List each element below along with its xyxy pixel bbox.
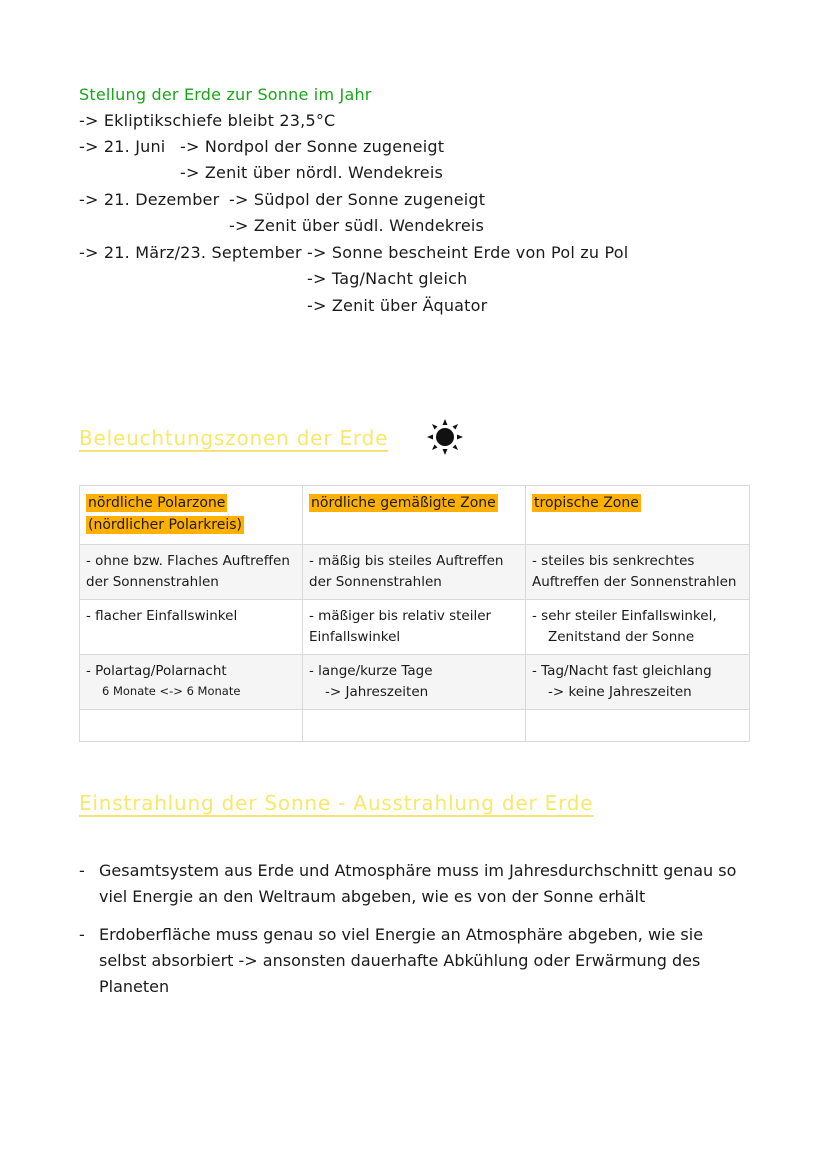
table-header-cell: nördliche Polarzone (nördlicher Polarkreis) [80,486,303,545]
table-row [80,545,750,600]
table-row-empty [80,710,750,742]
table-cell [526,710,750,742]
table-cell [303,710,526,742]
table-header-cell: tropische Zone [526,486,750,545]
table-cell [80,710,303,742]
text-line: -> 21. März/23. September [79,243,302,262]
text-line: -> Zenit über Äquator [307,296,488,315]
section-title-einstrahlung: Einstrahlung der Sonne - Ausstrahlung der Erde [79,791,594,815]
text-line: -> Ekliptikschiefe bleibt 23,5°C [79,111,336,130]
text-line: -> Südpol der Sonne zugeneigt [229,190,486,209]
table-cell: - mäßig bis steiles Auftreffen der Sonnenstrahlen [303,545,526,600]
table-cell: - mäßiger bis relativ steiler Einfallswinkel [303,600,526,655]
text-line: -> Sonne bescheint Erde von Pol zu Pol [307,243,629,262]
text-line: -> Nordpol der Sonne zugeneigt [180,137,445,156]
section-title-stellung: Stellung der Erde zur Sonne im Jahr [79,85,372,104]
table-cell: - Polartag/Polarnacht 6 Monate <-> 6 Monate [80,655,303,710]
text-line: -> 21. Dezember [79,190,220,209]
zones-table [79,485,750,742]
paragraph-line: selbst absorbiert -> ansonsten dauerhafte Abkühlung oder Erwärmung des [99,951,701,970]
table-cell: - ohne bzw. Flaches Auftreffen der Sonnenstrahlen [80,545,303,600]
sun-icon [426,418,464,456]
bullet-dash: - [79,861,85,880]
paragraph-line: Planeten [99,977,170,996]
table-cell: - sehr steiler Einfallswinkel, Zenitstand der Sonne [526,600,750,655]
table-header-cell: nördliche gemäßigte Zone [303,486,526,545]
paragraph-line: Gesamtsystem aus Erde und Atmosphäre muss im Jahresdurchschnitt genau so [99,861,737,880]
bullet-dash: - [79,925,85,944]
text-line: -> Tag/Nacht gleich [307,269,468,288]
paragraph-line: viel Energie an den Weltraum abgeben, wie es von der Sonne erhält [99,887,646,906]
text-line: -> Zenit über nördl. Wendekreis [180,163,444,182]
table-row [80,655,750,710]
paragraph-line: Erdoberfläche muss genau so viel Energie an Atmosphäre abgeben, wie sie [99,925,704,944]
table-cell: - flacher Einfallswinkel [80,600,303,655]
table-cell: - Tag/Nacht fast gleichlang -> keine Jahreszeiten [526,655,750,710]
table-cell: - steiles bis senkrechtes Auftreffen der Sonnenstrahlen [526,545,750,600]
table-header-row [80,486,750,545]
text-line: -> 21. Juni [79,137,166,156]
table-cell: - lange/kurze Tage -> Jahreszeiten [303,655,526,710]
text-line: -> Zenit über südl. Wendekreis [229,216,485,235]
section-title-beleuchtungszonen: Beleuchtungszonen der Erde [79,426,389,450]
table-row [80,600,750,655]
